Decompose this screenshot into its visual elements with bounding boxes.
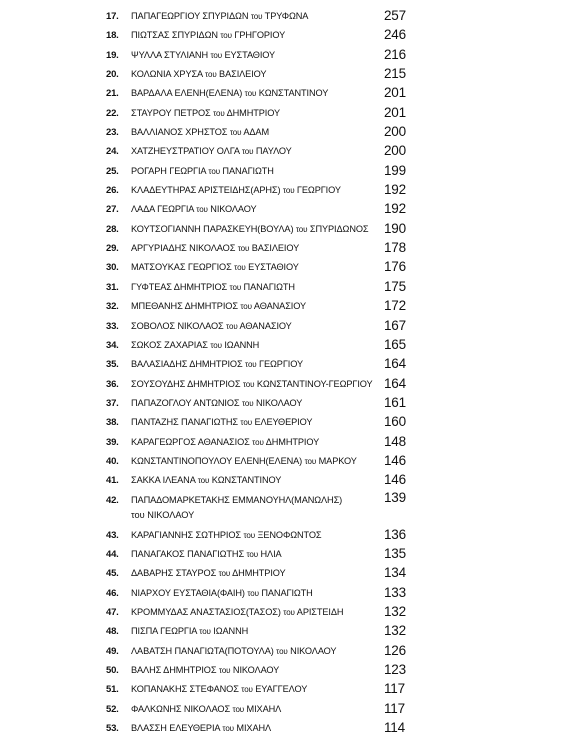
candidate-row bbox=[0, 164, 566, 183]
candidate-row bbox=[0, 183, 566, 202]
candidate-rank: 47. bbox=[106, 606, 119, 618]
candidate-name: ΠΙΣΠΑ ΓΕΩΡΓΙΑ του ΙΩΑΝΝΗ bbox=[131, 626, 249, 637]
candidate-rank: 39. bbox=[106, 436, 119, 448]
candidate-name: ΚΡΟΜΜΥΔΑΣ ΑΝΑΣΤΑΣΙΟΣ(ΤΑΣΟΣ) του ΑΡΙΣΤΕΙΔΗ bbox=[131, 606, 344, 617]
candidate-rank: 25. bbox=[106, 165, 119, 177]
candidate-name: ΠΑΝΤΑΖΗΣ ΠΑΝΑΓΙΩΤΗΣ του ΕΛΕΥΘΕΡΙΟΥ bbox=[131, 417, 313, 428]
candidate-name: ΒΑΛΑΣΙΑΔΗΣ ΔΗΜΗΤΡΙΟΣ του ΓΕΩΡΓΙΟΥ bbox=[131, 359, 304, 370]
candidate-row bbox=[0, 435, 566, 454]
candidate-row bbox=[0, 241, 566, 260]
candidate-rank: 35. bbox=[106, 359, 119, 371]
candidate-votes: 165 bbox=[384, 336, 406, 352]
candidate-name: ΠΑΠΑΓΕΩΡΓΙΟΥ ΣΠΥΡΙΔΩΝ του ΤΡΥΦΩΝΑ bbox=[131, 11, 309, 21]
candidate-votes: 146 bbox=[384, 472, 406, 488]
candidate-rank: 19. bbox=[106, 49, 119, 61]
candidate-votes: 132 bbox=[384, 623, 406, 639]
candidate-row bbox=[0, 663, 566, 682]
candidate-name: ΚΑΡΑΓΙΑΝΝΗΣ ΣΩΤΗΡΙΟΣ του ΞΕΝΟΦΩΝΤΟΣ bbox=[131, 529, 322, 540]
candidate-name: ΧΑΤΖΗΕΥΣΤΡΑΤΙΟΥ ΟΛΓΑ του ΠΑΥΛΟΥ bbox=[131, 146, 292, 157]
candidate-name: ΛΑΔΑ ΓΕΩΡΓΙΑ του ΝΙΚΟΛΑΟΥ bbox=[131, 204, 257, 215]
candidate-name: ΒΑΡΔΑΛΑ ΕΛΕΝΗ(ΕΛΕΝΑ) του ΚΩΝΣΤΑΝΤΙΝΟΥ bbox=[131, 88, 329, 99]
candidate-row bbox=[0, 106, 566, 125]
candidate-row bbox=[0, 624, 566, 643]
candidate-votes: 167 bbox=[384, 317, 406, 333]
candidate-votes: 257 bbox=[384, 8, 406, 23]
candidate-row bbox=[0, 473, 566, 492]
candidate-votes: 136 bbox=[384, 526, 406, 542]
candidate-votes: 123 bbox=[384, 662, 406, 677]
candidate-rank: 29. bbox=[106, 243, 119, 255]
candidate-name: ΑΡΓΥΡΙΑΔΗΣ ΝΙΚΟΛΑΟΣ του ΒΑΣΙΛΕΙΟΥ bbox=[131, 243, 300, 254]
candidate-rank: 24. bbox=[106, 146, 119, 158]
candidate-rank: 42. bbox=[106, 494, 119, 506]
candidate-rank: 43. bbox=[106, 529, 119, 541]
candidate-rank: 44. bbox=[106, 548, 119, 560]
candidate-row bbox=[0, 125, 566, 144]
candidate-name-continued: του ΝΙΚΟΛΑΟΥ bbox=[131, 509, 195, 520]
candidate-name: ΜΑΤΣΟΥΚΑΣ ΓΕΩΡΓΙΟΣ του ΕΥΣΤΑΘΙΟΥ bbox=[131, 262, 299, 273]
candidate-rank: 50. bbox=[106, 665, 119, 676]
candidate-row bbox=[0, 721, 566, 740]
candidate-name: ΣΟΥΣΟΥΔΗΣ ΔΗΜΗΤΡΙΟΣ του ΚΩΝΣΤΑΝΤΙΝΟΥ-ΓΕΩΡΓΙΟΥ bbox=[131, 378, 373, 389]
candidate-rank: 17. bbox=[106, 11, 119, 22]
candidate-rank: 32. bbox=[106, 301, 119, 313]
candidate-row bbox=[0, 489, 566, 528]
candidate-rank: 46. bbox=[106, 587, 119, 599]
candidate-row bbox=[0, 144, 566, 163]
candidate-row bbox=[0, 319, 566, 338]
candidate-rank: 18. bbox=[106, 30, 119, 42]
candidate-rank: 31. bbox=[106, 281, 119, 293]
candidate-votes: 160 bbox=[384, 414, 406, 430]
candidate-name: ΛΑΒΑΤΣΗ ΠΑΝΑΓΙΩΤΑ(ΠΟΤΟΥΛΑ) του ΝΙΚΟΛΑΟΥ bbox=[131, 645, 337, 656]
candidate-votes: 172 bbox=[384, 298, 406, 314]
candidate-rank: 49. bbox=[106, 645, 119, 657]
candidate-rank: 45. bbox=[106, 568, 119, 580]
candidate-rank: 26. bbox=[106, 185, 119, 197]
candidate-votes: 201 bbox=[384, 104, 406, 120]
candidate-row bbox=[0, 528, 566, 547]
candidate-name: ΚΩΝΣΤΑΝΤΙΝΟΠΟΥΛΟΥ ΕΛΕΝΗ(ΕΛΕΝΑ) του ΜΑΡΚΟΥ bbox=[131, 455, 357, 466]
candidate-votes: 135 bbox=[384, 545, 406, 561]
candidate-votes: 200 bbox=[384, 124, 406, 140]
candidate-row bbox=[0, 338, 566, 357]
candidate-name: ΚΛΑΔΕΥΤΗΡΑΣ ΑΡΙΣΤΕΙΔΗΣ(ΑΡΗΣ) του ΓΕΩΡΓΙΟΥ bbox=[131, 185, 341, 196]
candidate-votes: 139 bbox=[384, 489, 406, 505]
candidate-votes: 178 bbox=[384, 240, 406, 256]
candidate-row bbox=[0, 357, 566, 376]
candidate-rank: 21. bbox=[106, 88, 119, 100]
candidate-name: ΚΟΠΑΝΑΚΗΣ ΣΤΕΦΑΝΟΣ του ΕΥΑΓΓΕΛΟΥ bbox=[131, 684, 308, 695]
candidate-name: ΣΑΚΚΑ ΙΛΕΑΝΑ του ΚΩΝΣΤΑΝΤΙΝΟΥ bbox=[131, 475, 282, 486]
candidate-rank: 20. bbox=[106, 69, 119, 81]
candidate-votes: 133 bbox=[384, 584, 406, 600]
candidate-votes: 114 bbox=[384, 720, 405, 736]
candidate-name: ΠΑΠΑΔΟΜΑΡΚΕΤΑΚΗΣ ΕΜΜΑΝΟΥΗΛ(ΜΑΝΩΛΗΣ) bbox=[131, 494, 343, 505]
candidate-votes: 176 bbox=[384, 259, 406, 275]
candidate-row bbox=[0, 682, 566, 701]
candidate-row bbox=[0, 566, 566, 585]
candidate-name: ΠΙΩΤΣΑΣ ΣΠΥΡΙΔΩΝ του ΓΡΗΓΟΡΙΟΥ bbox=[131, 30, 286, 41]
candidate-votes: 117 bbox=[384, 700, 405, 716]
candidate-name: ΒΛΑΣΣΗ ΕΛΕΥΘΕΡΙΑ του ΜΙΧΑΗΛ bbox=[131, 723, 272, 734]
candidate-votes: 134 bbox=[384, 565, 406, 581]
candidate-votes: 246 bbox=[384, 27, 406, 43]
candidate-name: ΔΑΒΑΡΗΣ ΣΤΑΥΡΟΣ του ΔΗΜΗΤΡΙΟΥ bbox=[131, 568, 286, 579]
candidate-votes: 200 bbox=[384, 143, 406, 159]
candidate-rank: 40. bbox=[106, 455, 119, 467]
candidate-row bbox=[0, 202, 566, 221]
candidate-row bbox=[0, 48, 566, 67]
candidate-row bbox=[0, 28, 566, 47]
candidate-rank: 51. bbox=[106, 684, 119, 696]
candidate-row bbox=[0, 9, 566, 28]
candidate-votes: 146 bbox=[384, 452, 406, 468]
candidate-row bbox=[0, 702, 566, 721]
candidate-row bbox=[0, 415, 566, 434]
candidate-votes: 216 bbox=[384, 46, 406, 62]
candidate-rank: 27. bbox=[106, 204, 119, 216]
candidate-row bbox=[0, 299, 566, 318]
candidate-row bbox=[0, 644, 566, 663]
candidate-rank: 22. bbox=[106, 107, 119, 119]
candidate-rank: 28. bbox=[106, 223, 119, 235]
candidate-rank: 34. bbox=[106, 339, 119, 351]
candidate-rank: 48. bbox=[106, 626, 119, 638]
candidate-name: ΚΟΥΤΣΟΓΙΑΝΝΗ ΠΑΡΑΣΚΕΥΗ(ΒΟΥΛΑ) του ΣΠΥΡΙΔΩΝΟΣ bbox=[131, 223, 369, 234]
candidate-list bbox=[0, 9, 566, 740]
candidate-rank: 30. bbox=[106, 262, 119, 274]
candidate-row bbox=[0, 222, 566, 241]
candidate-votes: 148 bbox=[384, 433, 406, 449]
candidate-name: ΜΠΕΘΑΝΗΣ ΔΗΜΗΤΡΙΟΣ του ΑΘΑΝΑΣΙΟΥ bbox=[131, 301, 306, 312]
candidate-rank: 41. bbox=[106, 475, 119, 487]
candidate-name: ΣΤΑΥΡΟΥ ΠΕΤΡΟΣ του ΔΗΜΗΤΡΙΟΥ bbox=[131, 107, 281, 118]
candidate-name: ΓΥΦΤΕΑΣ ΔΗΜΗΤΡΙΟΣ του ΠΑΝΑΓΙΩΤΗ bbox=[131, 281, 295, 292]
candidate-name: ΚΑΡΑΓΕΩΡΓΟΣ ΑΘΑΝΑΣΙΟΣ του ΔΗΜΗΤΡΙΟΥ bbox=[131, 436, 320, 447]
candidate-name: ΣΩΚΟΣ ΖΑΧΑΡΙΑΣ του ΙΩΑΝΝΗ bbox=[131, 339, 260, 350]
candidate-votes: 201 bbox=[384, 85, 406, 101]
candidate-votes: 192 bbox=[384, 201, 406, 217]
candidate-votes: 117 bbox=[384, 681, 405, 697]
candidate-name: ΨΥΛΛΑ ΣΤΥΛΙΑΝΗ του ΕΥΣΤΑΘΙΟΥ bbox=[131, 49, 276, 60]
candidate-votes: 161 bbox=[384, 394, 406, 410]
candidate-votes: 126 bbox=[384, 642, 406, 658]
candidate-rank: 33. bbox=[106, 320, 119, 332]
candidate-votes: 192 bbox=[384, 182, 406, 198]
candidate-votes: 215 bbox=[384, 66, 406, 82]
candidate-name: ΒΑΛΗΣ ΔΗΜΗΤΡΙΟΣ του ΝΙΚΟΛΑΟΥ bbox=[131, 665, 280, 675]
candidate-rank: 53. bbox=[106, 723, 119, 735]
candidate-votes: 132 bbox=[384, 603, 406, 619]
candidate-name: ΡΟΓΑΡΗ ΓΕΩΡΓΙΑ του ΠΑΝΑΓΙΩΤΗ bbox=[131, 165, 274, 176]
candidate-name: ΠΑΠΑΖΟΓΛΟΥ ΑΝΤΩΝΙΟΣ του ΝΙΚΟΛΑΟΥ bbox=[131, 397, 303, 408]
candidate-row bbox=[0, 260, 566, 279]
candidate-rank: 37. bbox=[106, 397, 119, 409]
candidate-row bbox=[0, 377, 566, 396]
candidate-rank: 38. bbox=[106, 417, 119, 429]
candidate-votes: 175 bbox=[384, 278, 406, 294]
candidate-votes: 164 bbox=[384, 356, 406, 372]
candidate-row bbox=[0, 86, 566, 105]
candidate-votes: 164 bbox=[384, 375, 406, 391]
candidate-row bbox=[0, 396, 566, 415]
candidate-votes: 199 bbox=[384, 162, 406, 178]
candidate-row bbox=[0, 280, 566, 299]
candidate-votes: 190 bbox=[384, 220, 406, 236]
candidate-name: ΒΑΛΛΙΑΝΟΣ ΧΡΗΣΤΟΣ του ΑΔΑΜ bbox=[131, 127, 269, 138]
candidate-row bbox=[0, 586, 566, 605]
candidate-name: ΣΟΒΟΛΟΣ ΝΙΚΟΛΑΟΣ του ΑΘΑΝΑΣΙΟΥ bbox=[131, 320, 292, 331]
candidate-name: ΦΑΛΚΩΝΗΣ ΝΙΚΟΛΑΟΣ του ΜΙΧΑΗΛ bbox=[131, 703, 282, 714]
candidate-name: ΚΟΛΩΝΙΑ ΧΡΥΣΑ του ΒΑΣΙΛΕΙΟΥ bbox=[131, 69, 267, 80]
candidate-row bbox=[0, 454, 566, 473]
candidate-rank: 52. bbox=[106, 703, 119, 715]
candidate-name: ΝΙΑΡΧΟΥ ΕΥΣΤΑΘΙΑ(ΦΑΙΗ) του ΠΑΝΑΓΙΩΤΗ bbox=[131, 587, 313, 598]
candidate-rank: 36. bbox=[106, 378, 119, 390]
candidate-row bbox=[0, 605, 566, 624]
candidate-row bbox=[0, 67, 566, 86]
candidate-name: ΠΑΝΑΓΑΚΟΣ ΠΑΝΑΓΙΩΤΗΣ του ΗΛΙΑ bbox=[131, 548, 282, 559]
candidate-row bbox=[0, 547, 566, 566]
candidate-rank: 23. bbox=[106, 127, 119, 139]
